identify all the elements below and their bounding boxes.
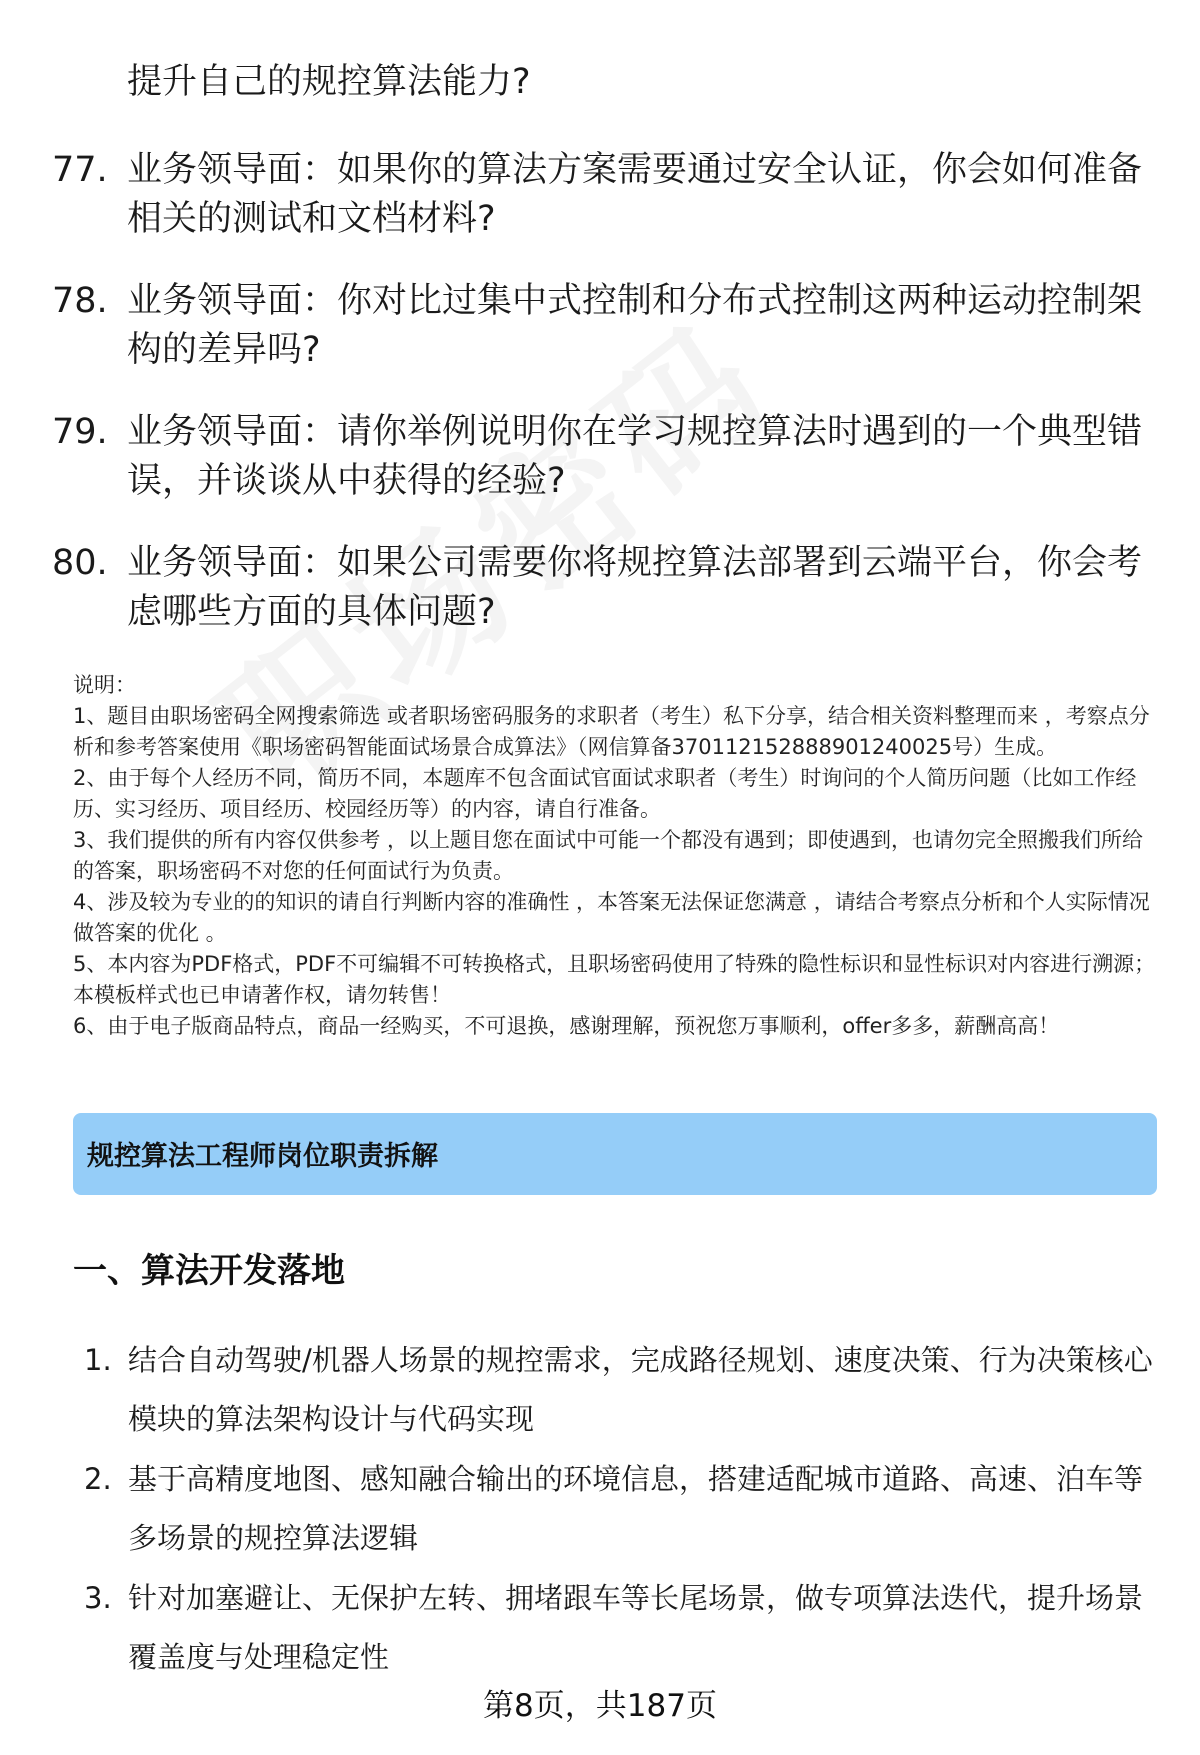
duty-number: 1. (84, 1343, 112, 1377)
section-banner (73, 1113, 1157, 1195)
notes-block (73, 670, 1163, 1042)
duty-item (84, 1331, 1164, 1449)
question-text: 业务领导面：你对比过集中式控制和分布式控制这两种运动控制架构的差异吗? (127, 281, 1143, 370)
note-item: 4、涉及较为专业的的知识的请自行判断内容的准确性 ，本答案无法保证您满意 ，请结合考察点分析和个人实际情况做答案的优化 。 (73, 890, 1150, 945)
duty-number: 2. (84, 1462, 112, 1496)
question-number: 79. (52, 412, 108, 452)
notes-title: 说明： (73, 673, 136, 697)
question-item (52, 539, 1142, 637)
page-footer: 第8页，共187页 (483, 1688, 717, 1724)
note-item: 6、由于电子版商品特点，商品一经购买，不可退换，感谢理解，预祝您万事顺利，offer多多，薪酬高高！ (73, 1014, 1060, 1038)
question-number: 77. (52, 150, 108, 190)
note-item: 3、我们提供的所有内容仅供参考 ，以上题目您在面试中可能一个都没有遇到；即使遇到，也请勿完全照搬我们所给的答案，职场密码不对您的任何面试行为负责。 (73, 828, 1144, 883)
duty-text: 基于高精度地图、感知融合输出的环境信息，搭建适配城市道路、高速、泊车等多场景的规控算法逻辑 (128, 1462, 1144, 1555)
banner-title: 规控算法工程师岗位职责拆解 (87, 1141, 438, 1172)
question-text: 业务领导面：请你举例说明你在学习规控算法时遇到的一个典型错误，并谈谈从中获得的经验? (127, 412, 1143, 501)
note-item: 1、题目由职场密码全网搜索筛选 或者职场密码服务的求职者（考生）私下分享，结合相关资料整理而来 ，考察点分析和参考答案使用《职场密码智能面试场景合成算法》（网信算备370112152888901240025号）生成。 (73, 704, 1150, 759)
question-number: 80. (52, 543, 108, 583)
question-text: 业务领导面：如果公司需要你将规控算法部署到云端平台，你会考虑哪些方面的具体问题? (127, 543, 1143, 632)
question-item (52, 408, 1142, 506)
duty-item (84, 1450, 1164, 1568)
question-item (52, 146, 1142, 244)
section-heading: 一、算法开发落地 (73, 1251, 345, 1291)
duty-text: 结合自动驾驶/机器人场景的规控需求，完成路径规划、速度决策、行为决策核心模块的算法架构设计与代码实现 (128, 1343, 1153, 1436)
duty-item (84, 1569, 1164, 1687)
duty-text: 针对加塞避让、无保护左转、拥堵跟车等长尾场景，做专项算法迭代，提升场景覆盖度与处理稳定性 (128, 1581, 1144, 1674)
question-continuation: 提升自己的规控算法能力? (127, 62, 531, 102)
question-number: 78. (52, 281, 108, 321)
question-text: 业务领导面：如果你的算法方案需要通过安全认证，你会如何准备相关的测试和文档材料? (127, 150, 1143, 239)
duty-number: 3. (84, 1581, 112, 1615)
question-item (52, 277, 1142, 375)
note-item: 2、由于每个人经历不同，简历不同，本题库不包含面试官面试求职者（考生）时询问的个人简历问题（比如工作经历、实习经历、项目经历、校园经历等）的内容，请自行准备。 (73, 766, 1137, 821)
note-item: 5、本内容为PDF格式，PDF不可编辑不可转换格式，且职场密码使用了特殊的隐性标识和显性标识对内容进行溯源；本模板样式也已申请著作权，请勿转售！ (73, 952, 1156, 1007)
